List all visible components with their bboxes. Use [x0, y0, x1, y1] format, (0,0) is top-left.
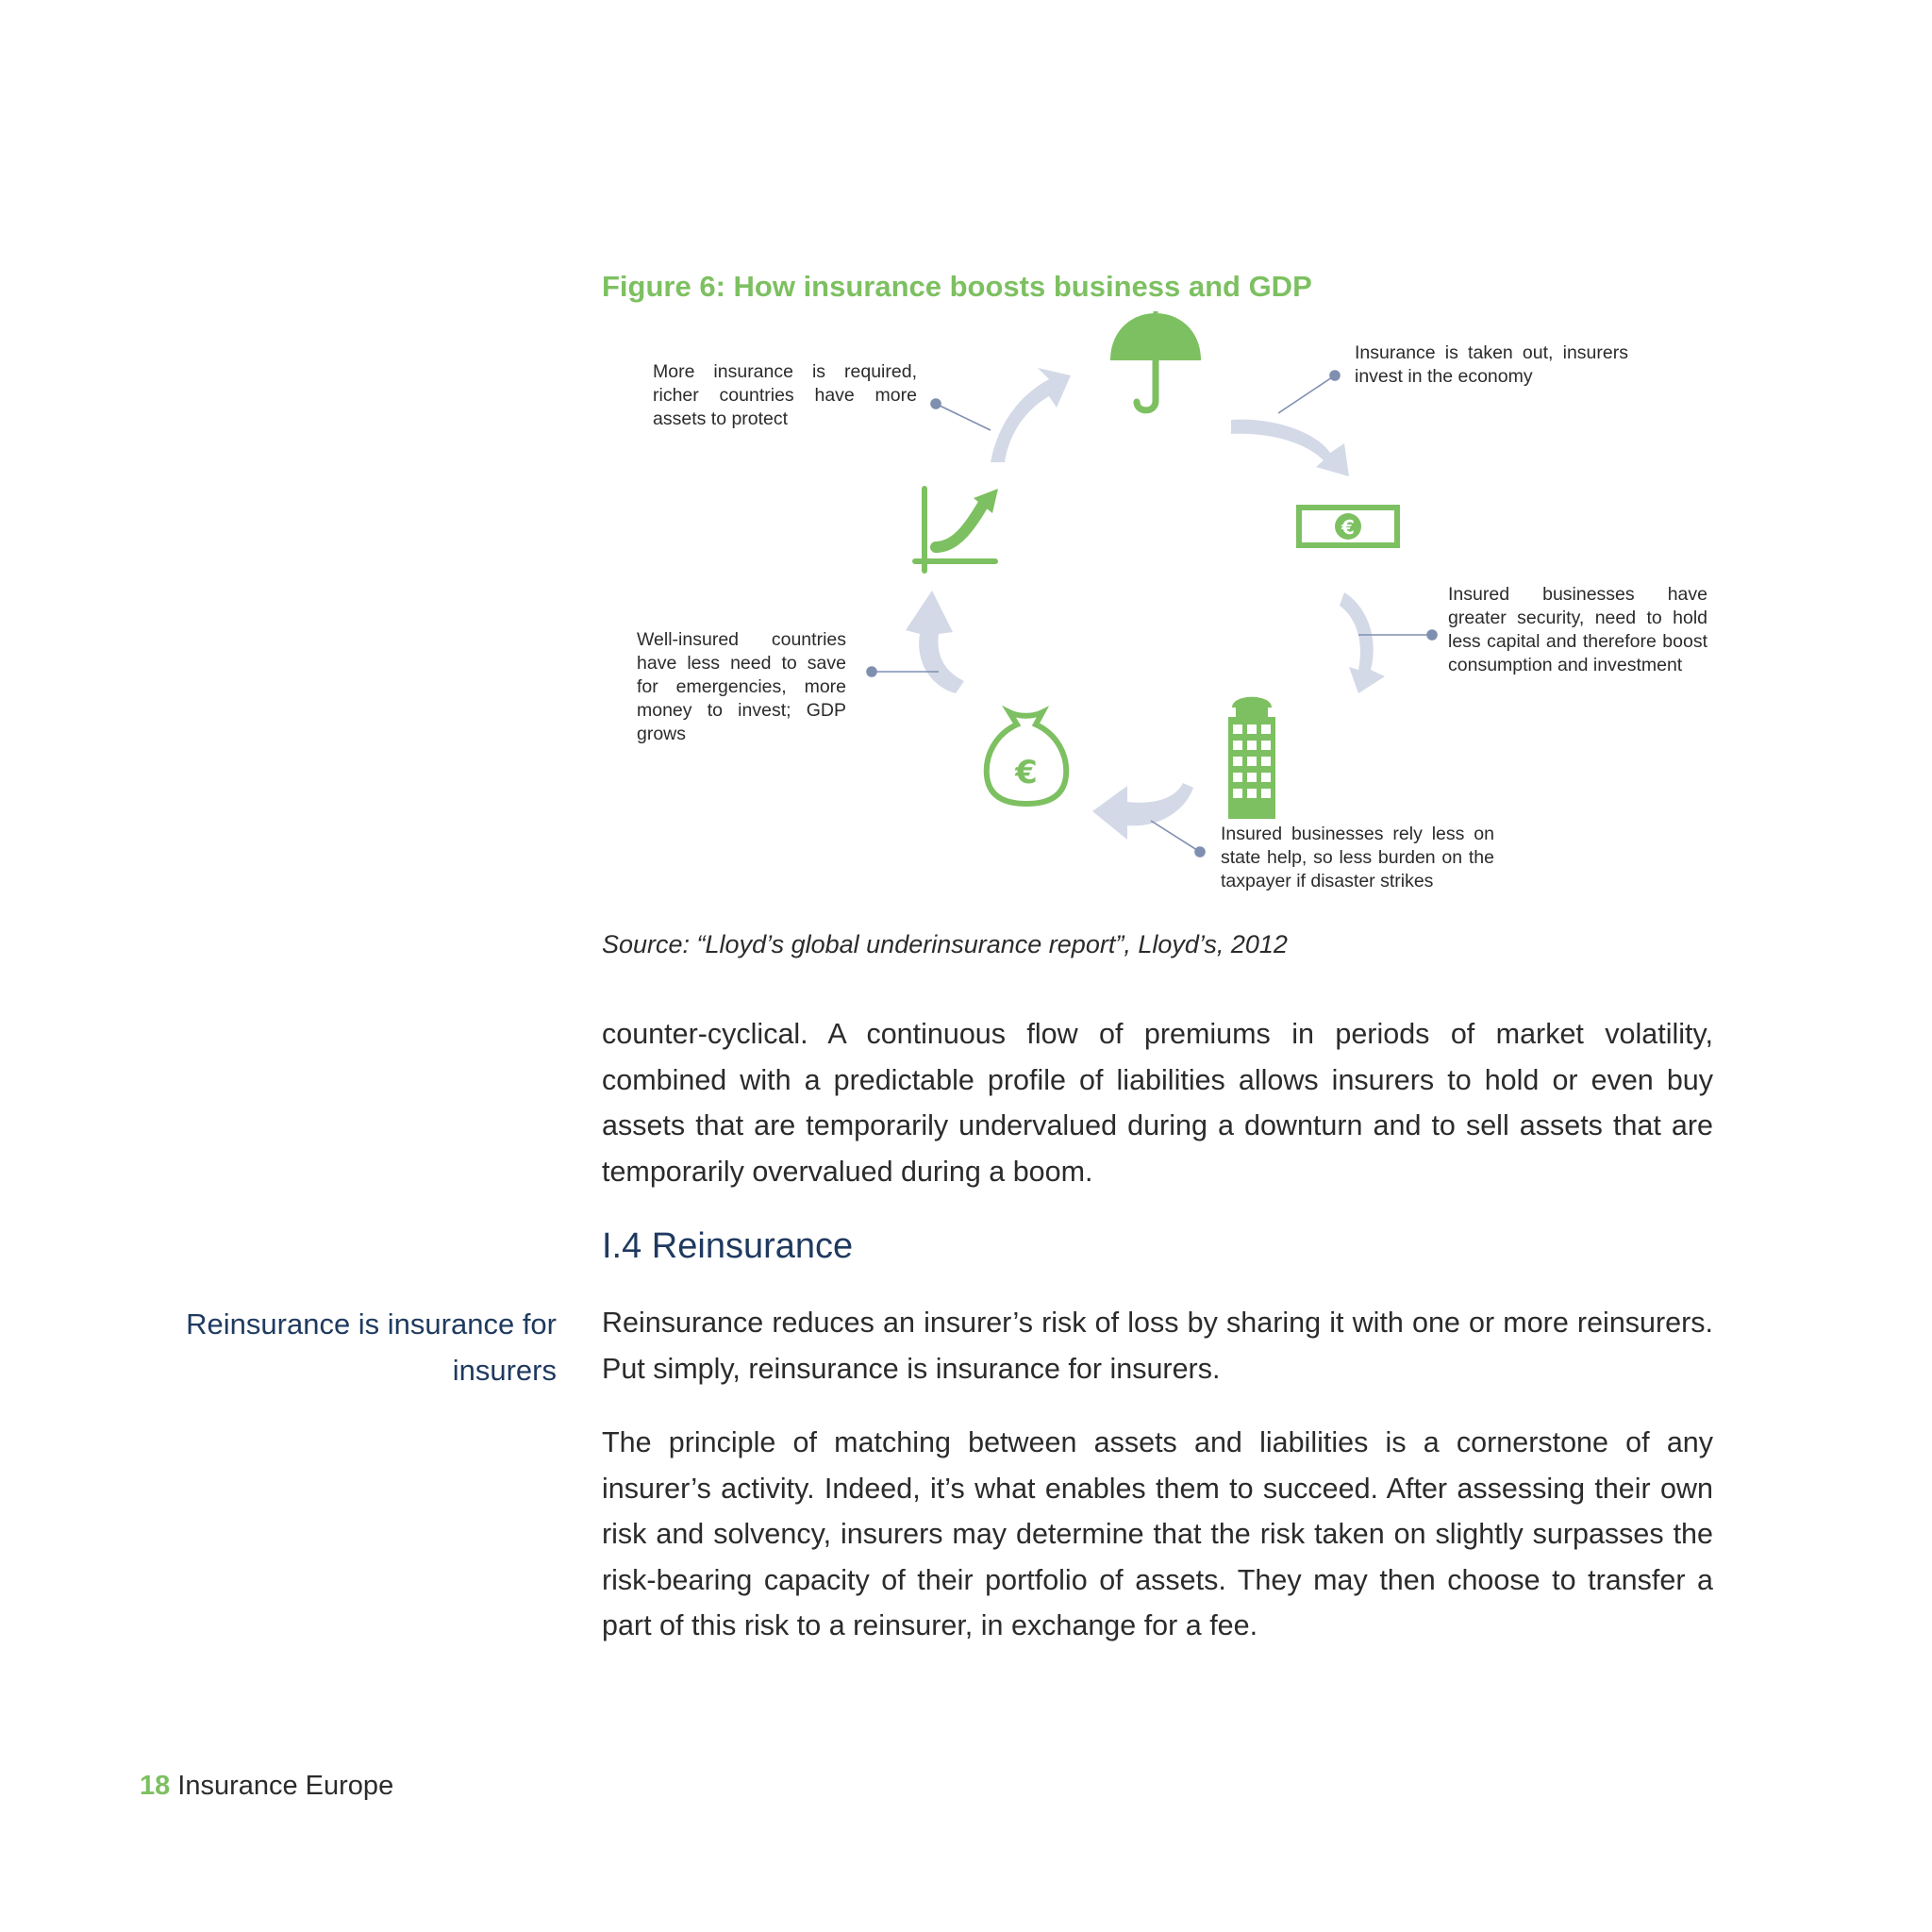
body-paragraph-3: The principle of matching between assets and liabilities is a cornerstone of any insurer’s activity. Indeed, it’s what enables them to succeed. After assessing their own risk and solvency, insurers may determine that the risk taken on slightly surpasses the risk-bearing capacity of their portfolio of assets. They may then choose to transfer a part of this risk to a reinsurer, in exchange for a fee.: [602, 1426, 1713, 1641]
growth-chart-icon: [915, 489, 998, 571]
body-paragraph-2: Reinsurance reduces an insurer’s risk of loss by sharing it with one or more reinsurers. Put simply, reinsurance is insurance for insurers.: [602, 1307, 1713, 1385]
insurance-cycle-diagram: [604, 311, 1717, 915]
cycle-arrow-3: [1340, 592, 1385, 693]
cycle-arrow-4: [1092, 783, 1193, 840]
cycle-arrow-5: [906, 591, 964, 693]
euro-banknote-icon: [1299, 508, 1397, 545]
publisher-name: Insurance Europe: [177, 1771, 394, 1801]
page-number: 18: [140, 1771, 171, 1801]
money-bag-euro-symbol: €: [1015, 754, 1038, 791]
connector-dot-well-insured: [867, 667, 876, 676]
euro-money-bag-icon: [987, 712, 1066, 804]
label-security: Insured businesses have greater security, need to hold less capital and therefore boost consumption and investment: [1448, 584, 1707, 675]
cycle-arrow-2: [1231, 420, 1349, 476]
margin-note: Reinsurance is insurance for insurers: [186, 1307, 557, 1387]
section-heading: I.4 Reinsurance: [602, 1226, 854, 1266]
page-footer: [140, 1771, 393, 1802]
cycle-arrow-1: [991, 368, 1071, 462]
body-paragraph-1: counter-cyclical. A continuous flow of premiums in periods of market volatility, combined with a predictable profile of liabilities allows insurers to hold or even buy assets that are temporarily undervalued during a downturn and to sell assets that are temporarily overvalued during a boom.: [602, 1018, 1713, 1188]
umbrella-icon: [1110, 311, 1201, 410]
label-state-help: Insured businesses rely less on state help, so less burden on the taxpayer if disaster strikes: [1221, 824, 1494, 891]
figure-source: Source: “Lloyd’s global underinsurance report”, Lloyd’s, 2012: [602, 930, 1288, 958]
figure-title: Figure 6: How insurance boosts business and GDP: [602, 270, 1312, 303]
connector-dot-security: [1427, 630, 1437, 640]
connector-dot-taken-out: [1330, 371, 1340, 380]
label-taken-out: Insurance is taken out, insurers invest in the economy: [1355, 342, 1628, 387]
label-more-insurance: More insurance is required, richer countries have more assets to protect: [653, 361, 917, 429]
connector-dot-more-insurance: [931, 399, 941, 408]
label-well-insured: Well-insured countries have less need to save for emergencies, more money to invest; GDP grows: [637, 629, 846, 744]
banknote-euro-symbol: €: [1341, 516, 1355, 539]
connector-dot-state-help: [1195, 847, 1205, 857]
office-building-icon: [1228, 697, 1275, 819]
